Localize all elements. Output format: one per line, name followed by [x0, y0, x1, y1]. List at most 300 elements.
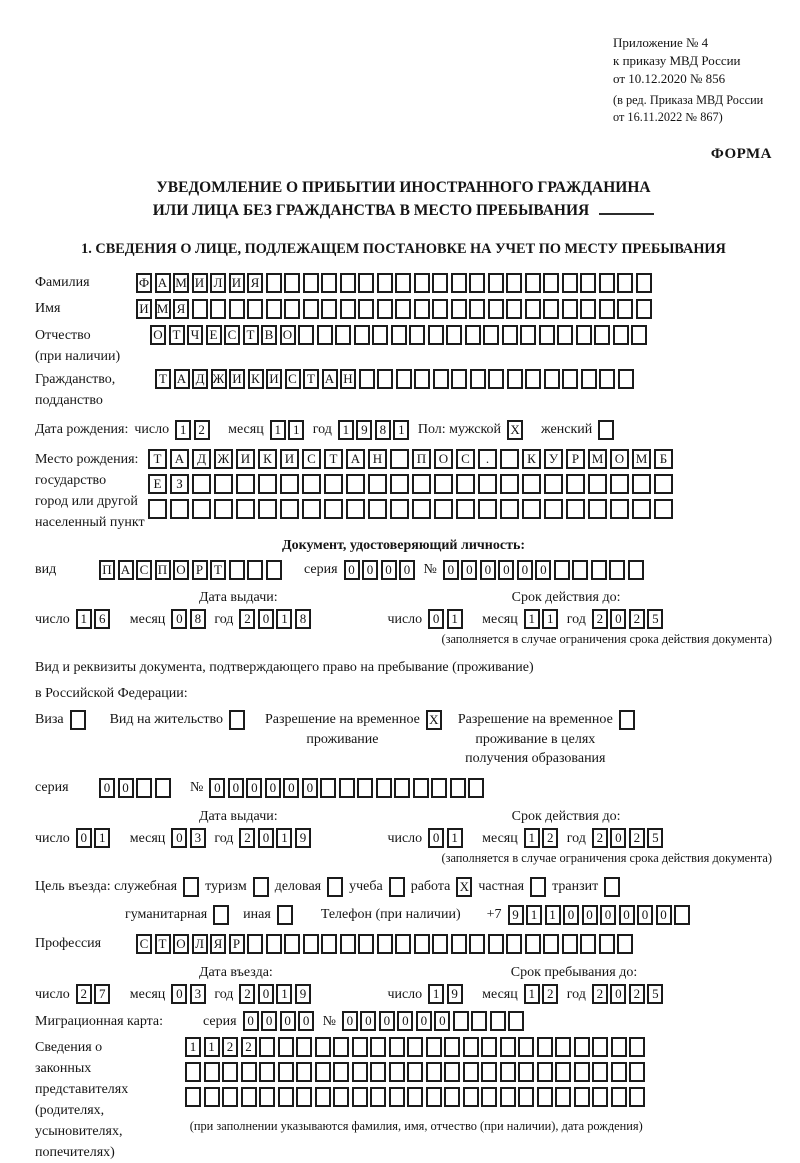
char-cell[interactable] [358, 299, 374, 319]
char-cell[interactable]: 0 [258, 609, 274, 629]
char-cell[interactable] [525, 934, 541, 954]
char-cell[interactable]: 0 [517, 560, 533, 580]
char-cell[interactable]: С [136, 934, 152, 954]
char-cell[interactable] [370, 1037, 386, 1057]
char-cell[interactable] [481, 1087, 497, 1107]
char-cell[interactable] [296, 1087, 312, 1107]
char-cell[interactable]: А [174, 369, 190, 389]
char-cell[interactable] [335, 325, 351, 345]
char-cell[interactable]: Ч [187, 325, 203, 345]
char-cell[interactable] [478, 474, 497, 494]
char-cell[interactable]: 0 [461, 560, 477, 580]
char-cell[interactable]: Ж [214, 449, 233, 469]
char-cell[interactable] [339, 778, 355, 798]
char-cell[interactable] [508, 1011, 524, 1031]
char-cell[interactable] [377, 299, 393, 319]
char-cell[interactable] [302, 474, 321, 494]
char-cell[interactable] [247, 934, 263, 954]
char-cell[interactable] [395, 934, 411, 954]
purpose-work-checkbox[interactable]: X [456, 877, 472, 897]
char-cell[interactable] [185, 1062, 201, 1082]
char-cell[interactable]: О [280, 325, 296, 345]
char-cell[interactable]: 1 [428, 984, 444, 1004]
char-cell[interactable]: 0 [399, 560, 415, 580]
char-cell[interactable]: 2 [592, 828, 608, 848]
char-cell[interactable] [390, 449, 409, 469]
char-cell[interactable] [617, 299, 633, 319]
char-cell[interactable]: 0 [434, 1011, 450, 1031]
char-cell[interactable]: О [434, 449, 453, 469]
char-cell[interactable]: О [173, 934, 189, 954]
char-cell[interactable]: 2 [222, 1037, 238, 1057]
char-cell[interactable]: Р [192, 560, 208, 580]
char-cell[interactable] [414, 299, 430, 319]
char-cell[interactable]: 0 [258, 984, 274, 1004]
char-cell[interactable] [636, 299, 652, 319]
char-cell[interactable] [296, 1062, 312, 1082]
residence-permit-checkbox[interactable] [229, 710, 245, 730]
char-cell[interactable]: 0 [243, 1011, 259, 1031]
char-cell[interactable]: 0 [600, 905, 616, 925]
char-cell[interactable]: А [170, 449, 189, 469]
char-cell[interactable] [463, 1037, 479, 1057]
char-cell[interactable] [599, 369, 615, 389]
char-cell[interactable]: В [261, 325, 277, 345]
char-cell[interactable] [315, 1062, 331, 1082]
char-cell[interactable]: 9 [295, 984, 311, 1004]
char-cell[interactable] [428, 325, 444, 345]
char-cell[interactable] [258, 499, 277, 519]
char-cell[interactable]: 1 [447, 609, 463, 629]
char-cell[interactable] [236, 474, 255, 494]
char-cell[interactable] [278, 1037, 294, 1057]
char-cell[interactable] [352, 1037, 368, 1057]
char-cell[interactable] [370, 1062, 386, 1082]
char-cell[interactable] [296, 1037, 312, 1057]
char-cell[interactable] [654, 499, 673, 519]
char-cell[interactable]: 0 [619, 905, 635, 925]
char-cell[interactable]: А [322, 369, 338, 389]
char-cell[interactable]: Т [169, 325, 185, 345]
char-cell[interactable] [185, 1087, 201, 1107]
char-cell[interactable]: Я [247, 273, 263, 293]
char-cell[interactable]: А [346, 449, 365, 469]
char-cell[interactable] [522, 474, 541, 494]
char-cell[interactable]: 0 [283, 778, 299, 798]
char-cell[interactable]: У [544, 449, 563, 469]
char-cell[interactable] [566, 474, 585, 494]
char-cell[interactable]: 0 [171, 984, 187, 1004]
char-cell[interactable] [544, 499, 563, 519]
char-cell[interactable] [370, 1087, 386, 1107]
char-cell[interactable] [324, 499, 343, 519]
char-cell[interactable] [192, 299, 208, 319]
char-cell[interactable] [488, 934, 504, 954]
char-cell[interactable] [413, 778, 429, 798]
char-cell[interactable]: 0 [360, 1011, 376, 1031]
char-cell[interactable] [170, 499, 189, 519]
char-cell[interactable] [488, 273, 504, 293]
char-cell[interactable] [463, 1087, 479, 1107]
char-cell[interactable]: 0 [118, 778, 134, 798]
char-cell[interactable]: 0 [280, 1011, 296, 1031]
char-cell[interactable] [525, 299, 541, 319]
char-cell[interactable] [229, 299, 245, 319]
char-cell[interactable] [591, 560, 607, 580]
char-cell[interactable] [465, 325, 481, 345]
char-cell[interactable]: 0 [582, 905, 598, 925]
char-cell[interactable] [317, 325, 333, 345]
char-cell[interactable]: 1 [204, 1037, 220, 1057]
char-cell[interactable] [298, 325, 314, 345]
char-cell[interactable] [284, 299, 300, 319]
char-cell[interactable] [210, 299, 226, 319]
purpose-transit-checkbox[interactable] [604, 877, 620, 897]
char-cell[interactable] [518, 1037, 534, 1057]
char-cell[interactable] [368, 499, 387, 519]
purpose-official-checkbox[interactable] [183, 877, 199, 897]
char-cell[interactable] [155, 778, 171, 798]
char-cell[interactable] [481, 1062, 497, 1082]
char-cell[interactable]: 1 [175, 420, 191, 440]
char-cell[interactable] [434, 499, 453, 519]
char-cell[interactable]: И [192, 273, 208, 293]
purpose-business-checkbox[interactable] [327, 877, 343, 897]
char-cell[interactable] [321, 934, 337, 954]
char-cell[interactable] [544, 369, 560, 389]
char-cell[interactable]: 1 [545, 905, 561, 925]
char-cell[interactable]: 0 [610, 609, 626, 629]
char-cell[interactable] [444, 1087, 460, 1107]
char-cell[interactable] [266, 273, 282, 293]
char-cell[interactable] [592, 1037, 608, 1057]
char-cell[interactable] [555, 1087, 571, 1107]
char-cell[interactable]: 1 [524, 609, 540, 629]
char-cell[interactable] [451, 273, 467, 293]
char-cell[interactable] [451, 934, 467, 954]
char-cell[interactable] [463, 1062, 479, 1082]
char-cell[interactable]: 7 [94, 984, 110, 1004]
char-cell[interactable] [444, 1037, 460, 1057]
char-cell[interactable]: 0 [342, 1011, 358, 1031]
char-cell[interactable]: И [229, 273, 245, 293]
char-cell[interactable] [432, 934, 448, 954]
char-cell[interactable]: 2 [239, 609, 255, 629]
char-cell[interactable]: О [173, 560, 189, 580]
char-cell[interactable] [280, 499, 299, 519]
char-cell[interactable] [555, 1062, 571, 1082]
char-cell[interactable]: Т [243, 325, 259, 345]
char-cell[interactable]: 0 [563, 905, 579, 925]
char-cell[interactable] [368, 474, 387, 494]
char-cell[interactable]: 2 [239, 984, 255, 1004]
char-cell[interactable]: 2 [542, 984, 558, 1004]
char-cell[interactable]: 0 [298, 1011, 314, 1031]
char-cell[interactable]: С [456, 449, 475, 469]
char-cell[interactable] [611, 1062, 627, 1082]
char-cell[interactable] [537, 1037, 553, 1057]
char-cell[interactable]: 2 [629, 609, 645, 629]
char-cell[interactable]: М [588, 449, 607, 469]
char-cell[interactable] [214, 474, 233, 494]
char-cell[interactable] [574, 1037, 590, 1057]
char-cell[interactable] [214, 499, 233, 519]
char-cell[interactable] [594, 325, 610, 345]
char-cell[interactable] [377, 273, 393, 293]
char-cell[interactable]: 0 [428, 828, 444, 848]
char-cell[interactable] [488, 299, 504, 319]
char-cell[interactable]: . [478, 449, 497, 469]
char-cell[interactable] [562, 273, 578, 293]
char-cell[interactable] [469, 934, 485, 954]
char-cell[interactable] [204, 1087, 220, 1107]
char-cell[interactable] [588, 499, 607, 519]
char-cell[interactable] [522, 499, 541, 519]
char-cell[interactable]: С [224, 325, 240, 345]
char-cell[interactable] [629, 1087, 645, 1107]
char-cell[interactable]: 0 [258, 828, 274, 848]
char-cell[interactable]: Б [654, 449, 673, 469]
char-cell[interactable]: 0 [99, 778, 115, 798]
char-cell[interactable] [340, 273, 356, 293]
char-cell[interactable]: И [236, 449, 255, 469]
char-cell[interactable] [266, 560, 282, 580]
char-cell[interactable] [395, 273, 411, 293]
char-cell[interactable] [258, 474, 277, 494]
char-cell[interactable]: 0 [480, 560, 496, 580]
char-cell[interactable]: 0 [498, 560, 514, 580]
char-cell[interactable]: П [99, 560, 115, 580]
char-cell[interactable] [284, 934, 300, 954]
char-cell[interactable]: К [522, 449, 541, 469]
char-cell[interactable]: 0 [610, 828, 626, 848]
char-cell[interactable]: 0 [428, 609, 444, 629]
char-cell[interactable]: 0 [656, 905, 672, 925]
char-cell[interactable] [259, 1037, 275, 1057]
char-cell[interactable]: 5 [647, 984, 663, 1004]
char-cell[interactable] [609, 560, 625, 580]
char-cell[interactable] [478, 499, 497, 519]
char-cell[interactable] [500, 1037, 516, 1057]
char-cell[interactable] [470, 369, 486, 389]
char-cell[interactable]: О [150, 325, 166, 345]
char-cell[interactable]: С [136, 560, 152, 580]
char-cell[interactable] [557, 325, 573, 345]
char-cell[interactable] [613, 325, 629, 345]
char-cell[interactable] [357, 778, 373, 798]
char-cell[interactable] [544, 474, 563, 494]
char-cell[interactable] [599, 273, 615, 293]
char-cell[interactable]: Я [173, 299, 189, 319]
char-cell[interactable] [377, 369, 393, 389]
char-cell[interactable] [451, 369, 467, 389]
char-cell[interactable]: 0 [637, 905, 653, 925]
char-cell[interactable] [407, 1037, 423, 1057]
char-cell[interactable]: 0 [535, 560, 551, 580]
purpose-private-checkbox[interactable] [530, 877, 546, 897]
char-cell[interactable]: 5 [647, 609, 663, 629]
char-cell[interactable] [617, 934, 633, 954]
char-cell[interactable]: И [266, 369, 282, 389]
char-cell[interactable]: 1 [524, 828, 540, 848]
char-cell[interactable]: М [632, 449, 651, 469]
char-cell[interactable]: Л [210, 273, 226, 293]
char-cell[interactable]: 9 [356, 420, 372, 440]
char-cell[interactable] [389, 1062, 405, 1082]
char-cell[interactable] [358, 934, 374, 954]
char-cell[interactable]: Р [566, 449, 585, 469]
char-cell[interactable] [562, 934, 578, 954]
char-cell[interactable] [229, 560, 245, 580]
char-cell[interactable]: Л [192, 934, 208, 954]
char-cell[interactable] [554, 560, 570, 580]
char-cell[interactable]: Т [155, 369, 171, 389]
char-cell[interactable]: 1 [526, 905, 542, 925]
char-cell[interactable]: 0 [443, 560, 459, 580]
char-cell[interactable]: С [302, 449, 321, 469]
char-cell[interactable] [611, 1087, 627, 1107]
char-cell[interactable] [500, 499, 519, 519]
char-cell[interactable]: М [155, 299, 171, 319]
sex-female-checkbox[interactable] [598, 420, 614, 440]
char-cell[interactable]: А [118, 560, 134, 580]
char-cell[interactable]: Т [155, 934, 171, 954]
char-cell[interactable] [599, 299, 615, 319]
char-cell[interactable]: М [173, 273, 189, 293]
char-cell[interactable] [247, 560, 263, 580]
char-cell[interactable] [636, 273, 652, 293]
char-cell[interactable]: 6 [94, 609, 110, 629]
char-cell[interactable] [432, 273, 448, 293]
char-cell[interactable] [488, 369, 504, 389]
char-cell[interactable] [562, 369, 578, 389]
char-cell[interactable] [284, 273, 300, 293]
char-cell[interactable] [507, 369, 523, 389]
char-cell[interactable] [610, 499, 629, 519]
char-cell[interactable] [426, 1062, 442, 1082]
char-cell[interactable] [444, 1062, 460, 1082]
char-cell[interactable] [315, 1037, 331, 1057]
char-cell[interactable] [148, 499, 167, 519]
char-cell[interactable] [543, 273, 559, 293]
purpose-other-checkbox[interactable] [277, 905, 293, 925]
char-cell[interactable]: А [155, 273, 171, 293]
char-cell[interactable] [580, 273, 596, 293]
char-cell[interactable]: 0 [302, 778, 318, 798]
purpose-tourism-checkbox[interactable] [253, 877, 269, 897]
char-cell[interactable] [346, 474, 365, 494]
temp-residence-edu-checkbox[interactable] [619, 710, 635, 730]
char-cell[interactable] [502, 325, 518, 345]
char-cell[interactable] [407, 1062, 423, 1082]
char-cell[interactable]: П [155, 560, 171, 580]
char-cell[interactable] [414, 273, 430, 293]
char-cell[interactable]: 8 [295, 609, 311, 629]
char-cell[interactable] [390, 474, 409, 494]
char-cell[interactable] [555, 1037, 571, 1057]
char-cell[interactable]: 1 [288, 420, 304, 440]
char-cell[interactable] [537, 1062, 553, 1082]
char-cell[interactable]: 0 [228, 778, 244, 798]
char-cell[interactable] [543, 299, 559, 319]
char-cell[interactable] [617, 273, 633, 293]
char-cell[interactable] [574, 1087, 590, 1107]
char-cell[interactable]: 0 [171, 828, 187, 848]
char-cell[interactable] [426, 1087, 442, 1107]
visa-checkbox[interactable] [70, 710, 86, 730]
char-cell[interactable]: 8 [190, 609, 206, 629]
char-cell[interactable] [236, 499, 255, 519]
char-cell[interactable] [259, 1062, 275, 1082]
char-cell[interactable] [414, 934, 430, 954]
char-cell[interactable]: 2 [76, 984, 92, 1004]
char-cell[interactable] [588, 474, 607, 494]
char-cell[interactable] [525, 273, 541, 293]
char-cell[interactable] [456, 474, 475, 494]
char-cell[interactable]: 3 [190, 984, 206, 1004]
char-cell[interactable] [136, 778, 152, 798]
char-cell[interactable]: К [248, 369, 264, 389]
char-cell[interactable]: 5 [647, 828, 663, 848]
char-cell[interactable]: 2 [629, 984, 645, 1004]
char-cell[interactable] [629, 1037, 645, 1057]
char-cell[interactable] [396, 369, 412, 389]
char-cell[interactable]: П [412, 449, 431, 469]
char-cell[interactable] [469, 299, 485, 319]
char-cell[interactable] [562, 299, 578, 319]
char-cell[interactable] [654, 474, 673, 494]
char-cell[interactable] [222, 1062, 238, 1082]
char-cell[interactable]: 1 [94, 828, 110, 848]
char-cell[interactable] [518, 1087, 534, 1107]
char-cell[interactable]: 0 [344, 560, 360, 580]
char-cell[interactable] [618, 369, 634, 389]
char-cell[interactable] [434, 474, 453, 494]
char-cell[interactable]: Д [192, 369, 208, 389]
char-cell[interactable] [320, 778, 336, 798]
char-cell[interactable] [481, 1037, 497, 1057]
char-cell[interactable] [632, 499, 651, 519]
char-cell[interactable]: 2 [241, 1037, 257, 1057]
char-cell[interactable]: 0 [76, 828, 92, 848]
char-cell[interactable] [247, 299, 263, 319]
char-cell[interactable]: 0 [379, 1011, 395, 1031]
char-cell[interactable] [391, 325, 407, 345]
char-cell[interactable] [346, 499, 365, 519]
sex-male-checkbox[interactable]: X [507, 420, 523, 440]
char-cell[interactable] [592, 1087, 608, 1107]
char-cell[interactable] [333, 1087, 349, 1107]
char-cell[interactable]: Н [368, 449, 387, 469]
char-cell[interactable]: К [258, 449, 277, 469]
char-cell[interactable] [192, 499, 211, 519]
char-cell[interactable] [506, 273, 522, 293]
char-cell[interactable]: 0 [261, 1011, 277, 1031]
char-cell[interactable] [376, 778, 392, 798]
purpose-study-checkbox[interactable] [389, 877, 405, 897]
char-cell[interactable] [580, 299, 596, 319]
char-cell[interactable]: 1 [338, 420, 354, 440]
char-cell[interactable]: 9 [295, 828, 311, 848]
char-cell[interactable] [500, 474, 519, 494]
char-cell[interactable] [453, 1011, 469, 1031]
char-cell[interactable] [333, 1037, 349, 1057]
char-cell[interactable]: И [229, 369, 245, 389]
char-cell[interactable]: З [170, 474, 189, 494]
char-cell[interactable]: С [285, 369, 301, 389]
char-cell[interactable]: 8 [375, 420, 391, 440]
char-cell[interactable]: 0 [362, 560, 378, 580]
